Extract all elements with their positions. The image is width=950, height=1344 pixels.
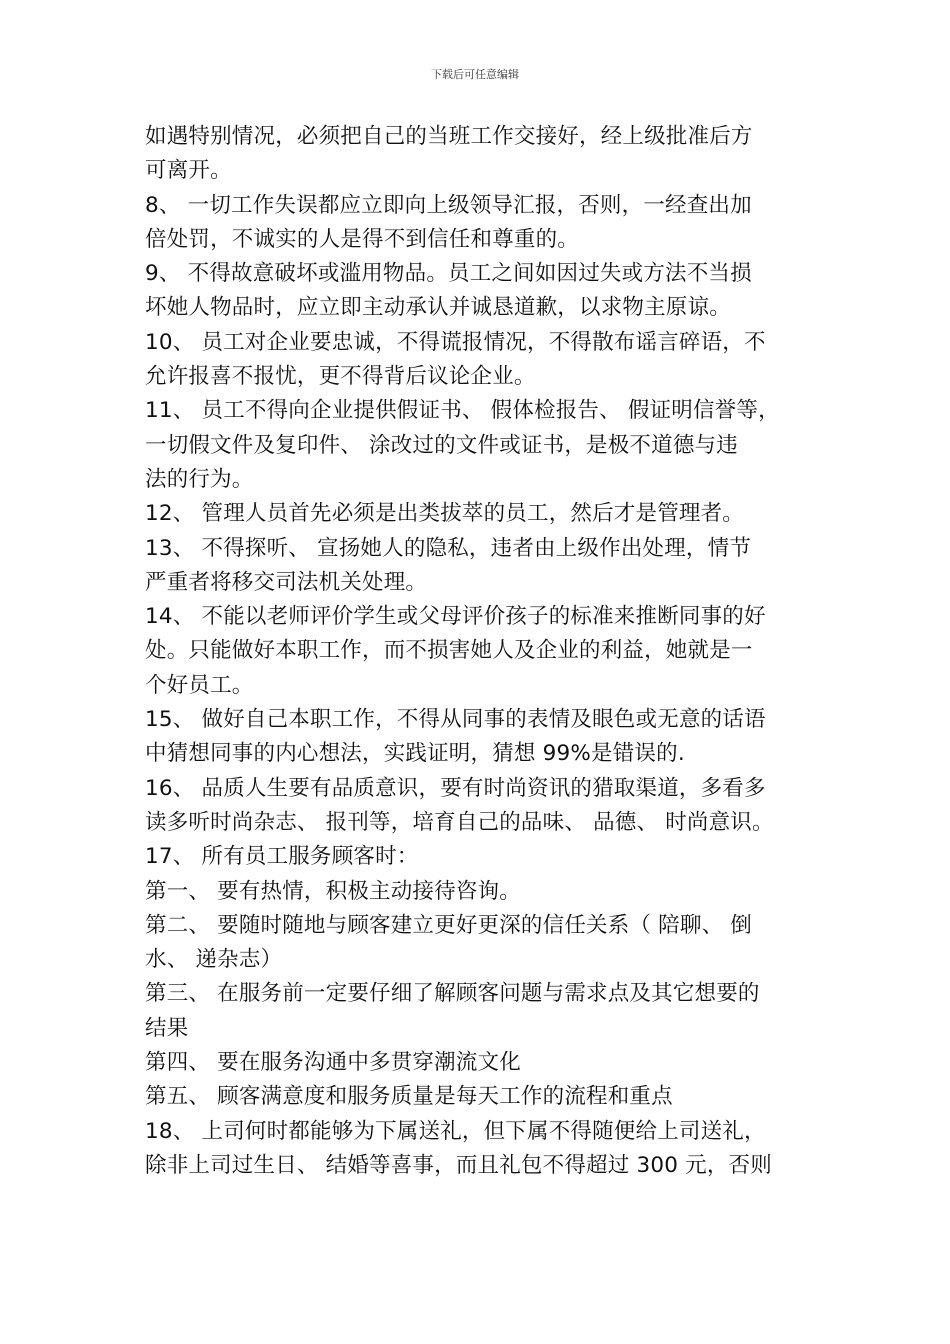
text-line: 12、 管理人员首先必须是出类拔萃的员工，然后才是管理者。	[145, 501, 744, 527]
text-line: 处。只能做好本职工作，而不损害她人及企业的利益，她就是一	[145, 638, 753, 664]
text-line: 倍处罚，不诚实的人是得不到信任和尊重的。	[145, 226, 580, 252]
text-line: 除非上司过生日、 结婚等喜事，而且礼包不得超过 300 元，否则	[145, 1152, 772, 1178]
text-line: 17、 所有员工服务顾客时：	[145, 844, 419, 870]
text-line: 第四、 要在服务沟通中多贯穿潮流文化	[145, 1050, 521, 1076]
text-line: 9、 不得故意破坏或滥用物品。员工之间如因过失或方法不当损	[145, 261, 752, 287]
text-line: 个好员工。	[145, 672, 254, 698]
text-line: 13、 不得探听、 宣扬她人的隐私，违者由上级作出处理，情节	[145, 535, 752, 561]
text-line: 第一、 要有热情，积极主动接待咨询。	[145, 878, 521, 904]
page-header: 下载后可任意编辑	[431, 68, 519, 81]
text-line: 法的行为。	[145, 466, 254, 492]
text-line: 15、 做好自己本职工作，不得从同事的表情及眼色或无意的话语	[145, 707, 766, 733]
document-body	[145, 120, 820, 1183]
text-line: 第三、 在服务前一定要仔细了解顾客问题与需求点及其它想要的	[145, 981, 760, 1007]
text-line: 中猜想同事的内心想法，实践证明，猜想 99%是错误的.	[145, 741, 685, 767]
text-line: 如遇特别情况，必须把自己的当班工作交接好，经上级批准后方	[145, 124, 753, 149]
text-line: 读多听时尚杂志、 报刊等，培育自己的品味、 品德、 时尚意识。	[145, 809, 774, 835]
text-line: 允许报喜不报忧，更不得背后议论企业。	[145, 364, 536, 390]
text-line: 水、 递杂志）	[145, 947, 283, 973]
text-line: 8、 一切工作失误都应立即向上级领导汇报，否则，一经查出加	[145, 192, 752, 218]
text-line: 坏她人物品时，应立即主动承认并诚恳道歉，以求物主原谅。	[145, 295, 731, 321]
text-line: 严重者将移交司法机关处理。	[145, 569, 428, 595]
text-line: 10、 员工对企业要忠诚，不得谎报情况，不得散布谣言碎语，不	[145, 329, 766, 355]
text-line: 14、 不能以老师评价学生或父母评价孩子的标准来推断同事的好	[145, 604, 766, 630]
text-line: 一切假文件及复印件、 涂改过的文件或证书，是极不道德与违	[145, 432, 738, 458]
text-line: 16、 品质人生要有品质意识，要有时尚资讯的猎取渠道，多看多	[145, 775, 766, 801]
text-line: 18、 上司何时都能够为下属送礼，但下属不得随便给上司送礼，	[145, 1118, 766, 1144]
text-line: 可离开。	[145, 158, 232, 184]
text-line: 第五、 顾客满意度和服务质量是每天工作的流程和重点	[145, 1084, 673, 1110]
text-line: 11、 员工不得向企业提供假证书、 假体检报告、 假证明信誉等，	[145, 398, 780, 424]
text-line: 第二、 要随时随地与顾客建立更好更深的信任关系（ 陪聊、 倒	[145, 912, 753, 938]
text-line: 结果	[145, 1015, 189, 1041]
